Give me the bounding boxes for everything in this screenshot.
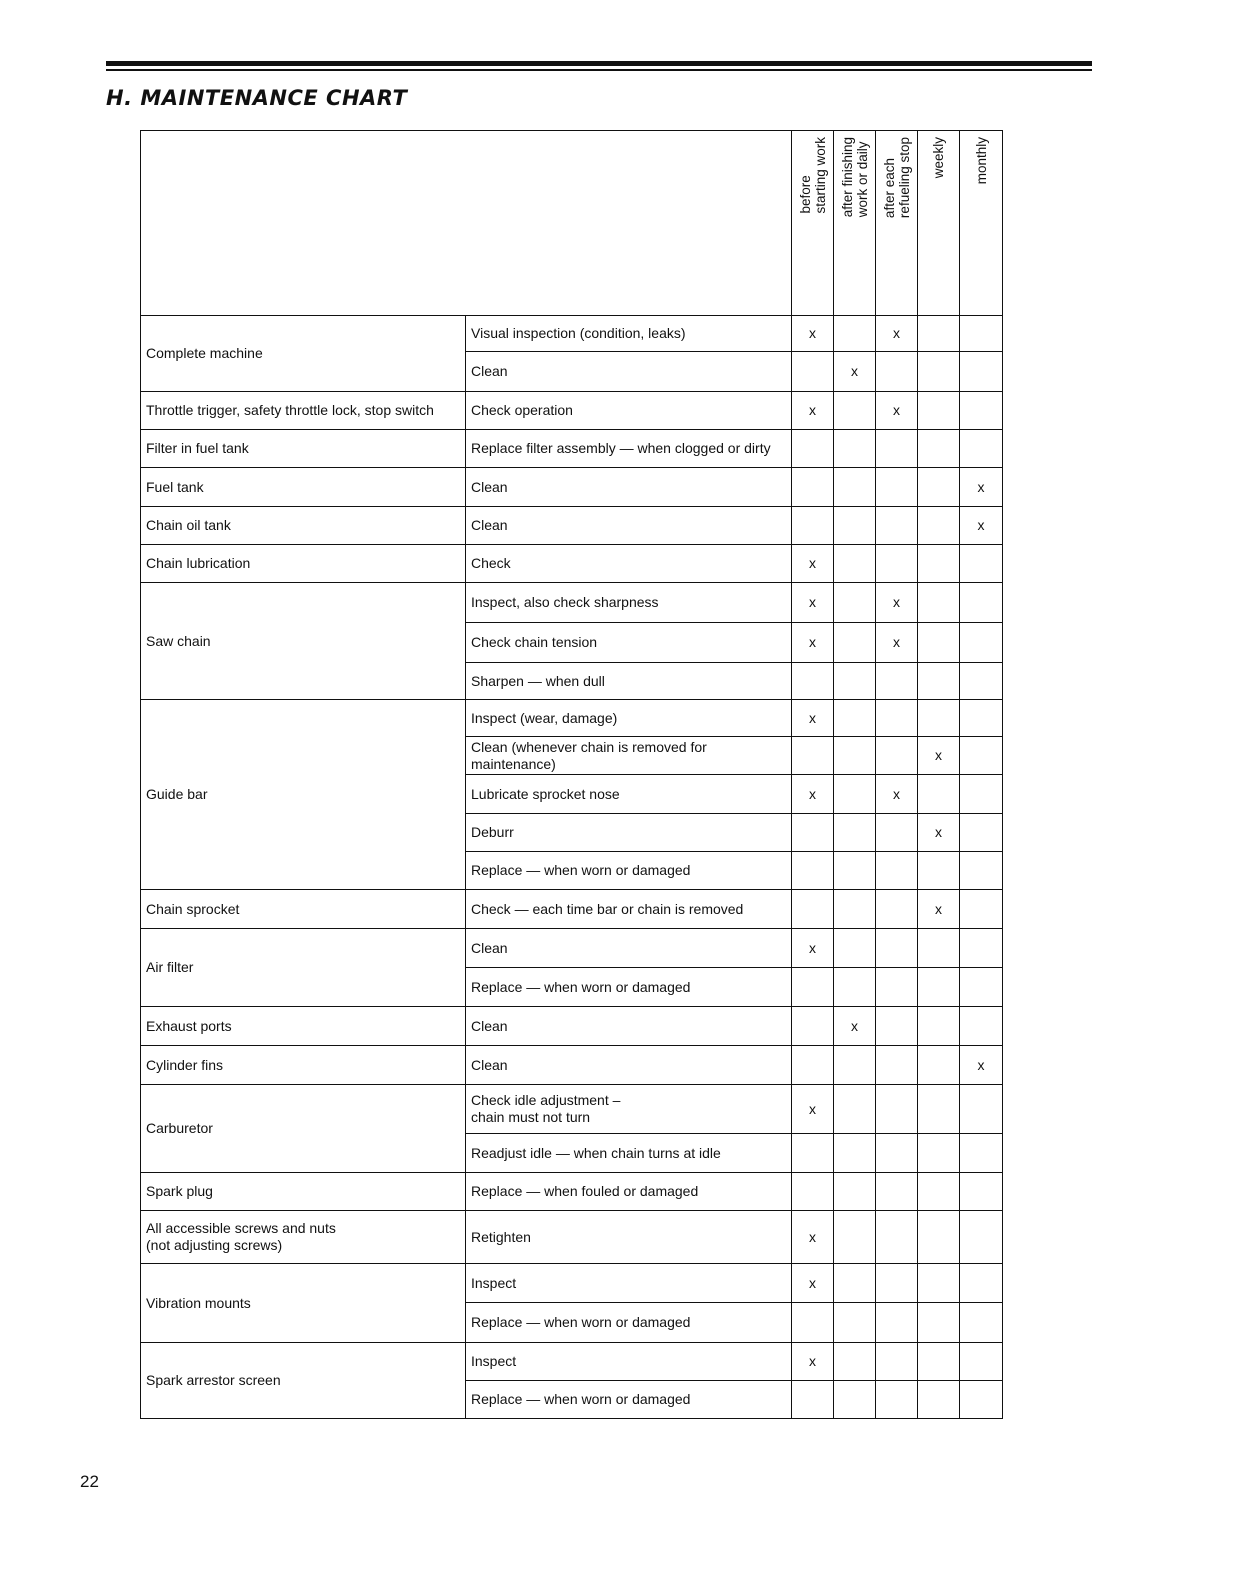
task-cell: Clean xyxy=(466,929,792,968)
task-cell: Replace — when fouled or damaged xyxy=(466,1173,792,1211)
interval-mark: x xyxy=(977,1056,985,1073)
task-cell: Check — each time bar or chain is removed xyxy=(466,890,792,929)
interval-cell xyxy=(834,1264,876,1303)
interval-cell xyxy=(792,737,834,775)
component-cell: Filter in fuel tank xyxy=(141,430,466,468)
interval-mark: x xyxy=(851,363,858,379)
interval-cell xyxy=(960,1303,1003,1343)
task-cell: Clean (whenever chain is removed for maintenance) xyxy=(466,737,792,775)
interval-cell xyxy=(960,814,1003,852)
interval-cell xyxy=(876,352,918,392)
component-cell: All accessible screws and nuts (not adjusting screws) xyxy=(141,1211,466,1264)
interval-cell xyxy=(918,1381,960,1419)
interval-cell xyxy=(876,430,918,468)
interval-mark: x xyxy=(935,747,942,763)
component-cell: Chain sprocket xyxy=(141,890,466,929)
interval-mark: x xyxy=(809,1274,816,1291)
interval-cell xyxy=(792,1211,834,1264)
interval-cell xyxy=(918,852,960,890)
column-header-label: before starting work xyxy=(797,137,828,214)
interval-cell xyxy=(792,663,834,700)
task-cell: Clean xyxy=(466,1046,792,1085)
interval-cell xyxy=(834,1211,876,1264)
task-cell: Check operation xyxy=(466,392,792,430)
task-cell: Check idle adjustment – chain must not turn xyxy=(466,1085,792,1134)
interval-cell xyxy=(876,1173,918,1211)
interval-cell xyxy=(792,430,834,468)
interval-cell xyxy=(876,775,918,814)
interval-cell xyxy=(960,1134,1003,1173)
interval-mark: x xyxy=(893,594,900,610)
component-cell: Spark arrestor screen xyxy=(141,1343,466,1419)
task-cell: Replace filter assembly — when clogged or dirty xyxy=(466,430,792,468)
interval-mark: x xyxy=(893,325,900,341)
interval-cell xyxy=(918,1211,960,1264)
interval-cell xyxy=(918,392,960,430)
table-row xyxy=(141,1211,1003,1264)
task-cell: Clean xyxy=(466,352,792,392)
interval-mark: x xyxy=(809,325,816,341)
interval-cell xyxy=(876,1007,918,1046)
interval-cell xyxy=(918,890,960,929)
interval-cell xyxy=(834,1303,876,1343)
interval-cell xyxy=(960,1343,1003,1381)
interval-mark: x xyxy=(809,594,816,610)
interval-cell xyxy=(834,1381,876,1419)
header-row xyxy=(141,131,1003,316)
top-rule-thin xyxy=(106,69,1092,71)
interval-cell xyxy=(918,1343,960,1381)
interval-cell xyxy=(792,352,834,392)
interval-cell xyxy=(834,316,876,352)
interval-cell xyxy=(834,814,876,852)
interval-cell xyxy=(792,968,834,1007)
interval-cell xyxy=(876,968,918,1007)
interval-cell xyxy=(834,623,876,663)
task-cell: Check xyxy=(466,545,792,583)
interval-cell xyxy=(960,890,1003,929)
interval-cell xyxy=(834,775,876,814)
interval-mark: x xyxy=(893,785,900,802)
interval-cell xyxy=(792,929,834,968)
task-cell: Clean xyxy=(466,1007,792,1046)
interval-cell xyxy=(960,583,1003,623)
interval-cell xyxy=(960,1381,1003,1419)
interval-cell xyxy=(792,507,834,545)
interval-cell xyxy=(960,929,1003,968)
table-row xyxy=(141,1007,1003,1046)
interval-cell xyxy=(834,1173,876,1211)
interval-cell xyxy=(792,1085,834,1134)
interval-cell xyxy=(918,623,960,663)
interval-cell xyxy=(834,890,876,929)
interval-cell xyxy=(876,737,918,775)
interval-cell xyxy=(960,392,1003,430)
interval-cell xyxy=(834,852,876,890)
interval-cell xyxy=(834,700,876,737)
table-row xyxy=(141,392,1003,430)
task-cell: Replace — when worn or damaged xyxy=(466,1381,792,1419)
component-cell: Air filter xyxy=(141,929,466,1007)
interval-cell xyxy=(960,507,1003,545)
interval-cell xyxy=(792,700,834,737)
interval-cell xyxy=(876,1085,918,1134)
interval-cell xyxy=(834,1007,876,1046)
interval-cell xyxy=(876,663,918,700)
interval-cell xyxy=(834,583,876,623)
table-row xyxy=(141,1343,1003,1381)
interval-cell xyxy=(960,623,1003,663)
interval-cell xyxy=(876,929,918,968)
interval-mark: x xyxy=(809,1100,816,1117)
maintenance-chart-table xyxy=(140,130,1003,1419)
interval-cell xyxy=(876,1381,918,1419)
interval-mark: x xyxy=(977,517,985,533)
interval-cell xyxy=(918,1134,960,1173)
interval-cell xyxy=(834,968,876,1007)
interval-cell xyxy=(792,545,834,583)
interval-cell xyxy=(918,775,960,814)
interval-cell xyxy=(960,316,1003,352)
interval-cell xyxy=(918,737,960,775)
interval-cell xyxy=(960,775,1003,814)
interval-cell xyxy=(918,352,960,392)
interval-cell xyxy=(792,583,834,623)
interval-cell xyxy=(960,430,1003,468)
interval-cell xyxy=(834,737,876,775)
interval-cell xyxy=(834,1343,876,1381)
interval-cell xyxy=(918,1173,960,1211)
interval-cell xyxy=(918,1303,960,1343)
task-cell: Replace — when worn or damaged xyxy=(466,968,792,1007)
column-header xyxy=(792,131,834,316)
interval-cell xyxy=(960,968,1003,1007)
interval-cell xyxy=(960,663,1003,700)
task-cell: Visual inspection (condition, leaks) xyxy=(466,316,792,352)
component-cell: Chain oil tank xyxy=(141,507,466,545)
column-header xyxy=(918,131,960,316)
interval-cell xyxy=(960,1264,1003,1303)
table-row xyxy=(141,507,1003,545)
interval-cell xyxy=(960,1085,1003,1134)
interval-cell xyxy=(834,663,876,700)
section-title: H. MAINTENANCE CHART xyxy=(106,86,408,110)
interval-cell xyxy=(960,1046,1003,1085)
interval-cell xyxy=(834,352,876,392)
interval-cell xyxy=(918,663,960,700)
interval-mark: x xyxy=(809,785,816,802)
interval-cell xyxy=(792,1134,834,1173)
interval-cell xyxy=(834,1085,876,1134)
table-row xyxy=(141,890,1003,929)
task-cell: Inspect xyxy=(466,1264,792,1303)
interval-cell xyxy=(876,700,918,737)
interval-cell xyxy=(918,507,960,545)
interval-cell xyxy=(918,468,960,507)
interval-mark: x xyxy=(809,402,816,418)
interval-cell xyxy=(876,1134,918,1173)
interval-cell xyxy=(792,392,834,430)
column-header xyxy=(834,131,876,316)
interval-cell xyxy=(834,468,876,507)
interval-cell xyxy=(960,468,1003,507)
interval-cell xyxy=(792,468,834,507)
interval-cell xyxy=(960,352,1003,392)
interval-cell xyxy=(876,468,918,507)
interval-cell xyxy=(792,1007,834,1046)
page-number: 22 xyxy=(80,1472,99,1491)
interval-mark: x xyxy=(893,634,900,650)
component-cell: Fuel tank xyxy=(141,468,466,507)
interval-cell xyxy=(876,1343,918,1381)
interval-cell xyxy=(792,1173,834,1211)
interval-cell xyxy=(918,545,960,583)
interval-cell xyxy=(876,623,918,663)
interval-cell xyxy=(792,316,834,352)
table-row xyxy=(141,1264,1003,1303)
top-rule-thick xyxy=(106,61,1092,66)
interval-cell xyxy=(876,1303,918,1343)
interval-cell xyxy=(918,929,960,968)
task-cell: Lubricate sprocket nose xyxy=(466,775,792,814)
interval-mark: x xyxy=(977,478,985,495)
chart-body xyxy=(141,316,1003,1419)
interval-cell xyxy=(834,1046,876,1085)
interval-mark: x xyxy=(809,1353,816,1369)
table-row xyxy=(141,316,1003,352)
table-row xyxy=(141,1085,1003,1134)
component-cell: Chain lubrication xyxy=(141,545,466,583)
table-row xyxy=(141,430,1003,468)
interval-cell xyxy=(876,545,918,583)
component-cell: Complete machine xyxy=(141,316,466,392)
interval-cell xyxy=(792,623,834,663)
interval-cell xyxy=(918,430,960,468)
interval-cell xyxy=(918,1046,960,1085)
component-cell: Guide bar xyxy=(141,700,466,890)
task-cell: Clean xyxy=(466,468,792,507)
table-row xyxy=(141,929,1003,968)
column-header-label: monthly xyxy=(973,137,989,185)
table-row xyxy=(141,583,1003,623)
interval-cell xyxy=(834,392,876,430)
interval-cell xyxy=(918,814,960,852)
interval-mark: x xyxy=(809,555,816,571)
interval-mark: x xyxy=(809,1228,816,1245)
interval-mark: x xyxy=(935,900,942,917)
interval-cell xyxy=(960,545,1003,583)
task-cell: Replace — when worn or damaged xyxy=(466,852,792,890)
interval-cell xyxy=(792,1303,834,1343)
interval-cell xyxy=(918,700,960,737)
interval-cell xyxy=(792,1264,834,1303)
task-cell: Replace — when worn or damaged xyxy=(466,1303,792,1343)
interval-cell xyxy=(834,1134,876,1173)
interval-mark: x xyxy=(935,824,942,840)
interval-cell xyxy=(792,852,834,890)
header-blank-cell xyxy=(141,131,792,316)
interval-cell xyxy=(876,890,918,929)
column-header xyxy=(876,131,918,316)
component-cell: Vibration mounts xyxy=(141,1264,466,1343)
column-header-label: after finishing work or daily xyxy=(839,137,870,218)
interval-cell xyxy=(792,1046,834,1085)
component-cell: Saw chain xyxy=(141,583,466,700)
interval-mark: x xyxy=(809,939,816,956)
interval-cell xyxy=(918,1264,960,1303)
interval-cell xyxy=(960,700,1003,737)
component-cell: Carburetor xyxy=(141,1085,466,1173)
task-cell: Clean xyxy=(466,507,792,545)
component-cell: Throttle trigger, safety throttle lock, stop switch xyxy=(141,392,466,430)
component-cell: Spark plug xyxy=(141,1173,466,1211)
interval-mark: x xyxy=(851,1017,858,1034)
interval-cell xyxy=(876,1211,918,1264)
interval-cell xyxy=(876,1264,918,1303)
interval-mark: x xyxy=(893,402,900,418)
table-row xyxy=(141,1173,1003,1211)
interval-cell xyxy=(960,1007,1003,1046)
interval-cell xyxy=(834,430,876,468)
table-row xyxy=(141,468,1003,507)
interval-mark: x xyxy=(809,634,816,650)
interval-cell xyxy=(918,1085,960,1134)
interval-cell xyxy=(792,814,834,852)
interval-cell xyxy=(918,968,960,1007)
interval-cell xyxy=(960,1173,1003,1211)
interval-cell xyxy=(918,1007,960,1046)
task-cell: Sharpen — when dull xyxy=(466,663,792,700)
task-cell: Inspect (wear, damage) xyxy=(466,700,792,737)
interval-cell xyxy=(876,1046,918,1085)
task-cell: Check chain tension xyxy=(466,623,792,663)
interval-cell xyxy=(876,507,918,545)
interval-cell xyxy=(960,852,1003,890)
interval-cell xyxy=(876,392,918,430)
interval-cell xyxy=(834,545,876,583)
column-header-label: weekly xyxy=(931,137,946,179)
column-header xyxy=(960,131,1003,316)
table-row xyxy=(141,1046,1003,1085)
interval-cell xyxy=(792,775,834,814)
task-cell: Deburr xyxy=(466,814,792,852)
task-cell: Inspect xyxy=(466,1343,792,1381)
task-cell: Retighten xyxy=(466,1211,792,1264)
component-cell: Exhaust ports xyxy=(141,1007,466,1046)
interval-mark: x xyxy=(809,709,816,726)
table-row xyxy=(141,700,1003,737)
task-cell: Readjust idle — when chain turns at idle xyxy=(466,1134,792,1173)
task-cell: Inspect, also check sharpness xyxy=(466,583,792,623)
interval-cell xyxy=(876,583,918,623)
interval-cell xyxy=(960,1211,1003,1264)
interval-cell xyxy=(792,890,834,929)
interval-cell xyxy=(918,316,960,352)
interval-cell xyxy=(876,814,918,852)
table-row xyxy=(141,545,1003,583)
interval-cell xyxy=(960,737,1003,775)
interval-cell xyxy=(876,316,918,352)
column-header-label: after each refueling stop xyxy=(881,137,912,219)
component-cell: Cylinder fins xyxy=(141,1046,466,1085)
interval-cell xyxy=(918,583,960,623)
interval-cell xyxy=(834,929,876,968)
interval-cell xyxy=(792,1343,834,1381)
interval-cell xyxy=(792,1381,834,1419)
interval-cell xyxy=(834,507,876,545)
interval-cell xyxy=(876,852,918,890)
